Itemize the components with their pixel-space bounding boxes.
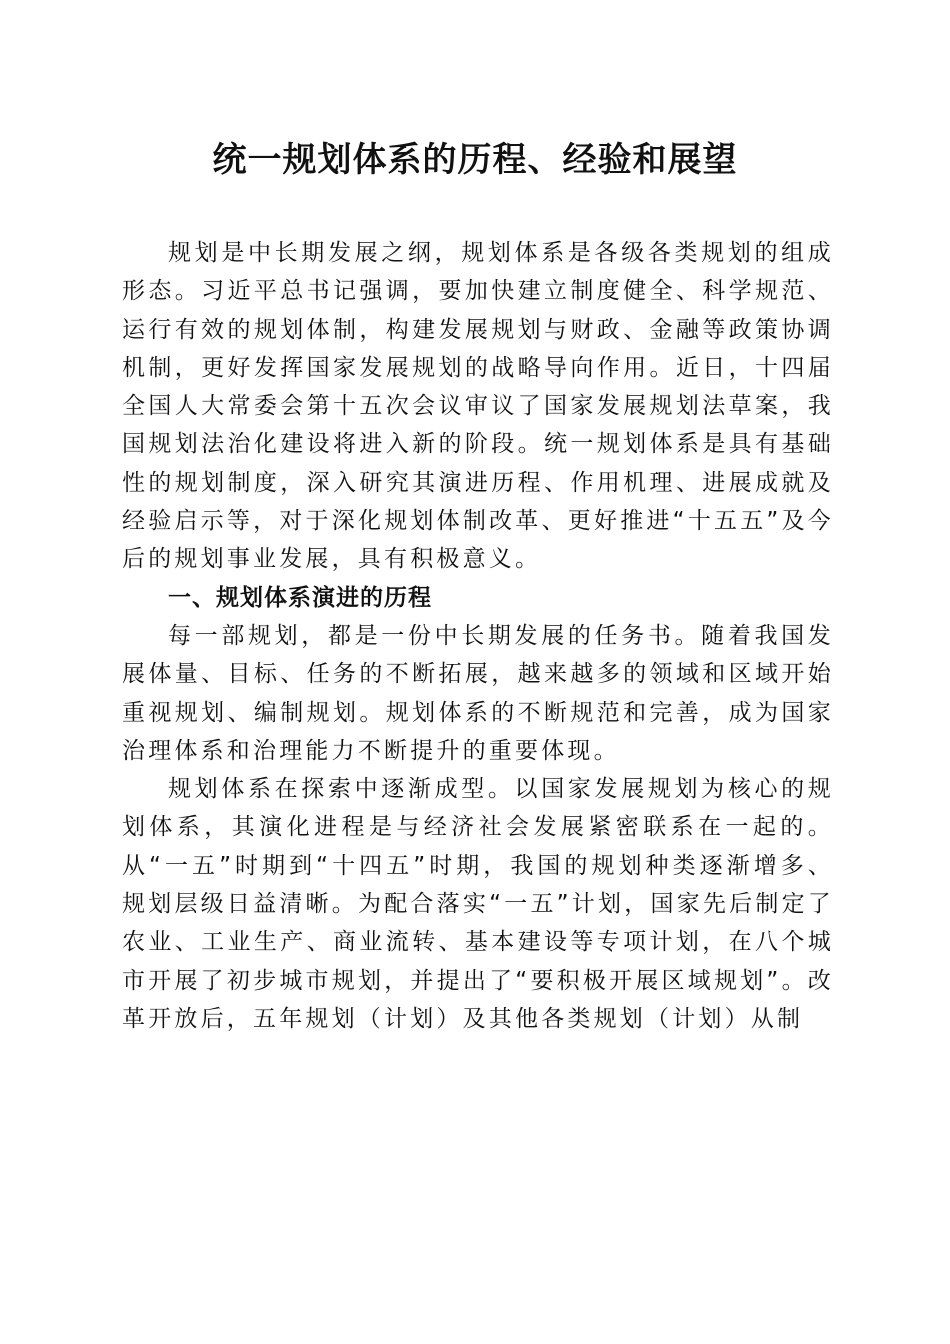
intro-paragraph: 规划是中长期发展之纲，规划体系是各级各类规划的组成形态。习近平总书记强调，要加快建立制度健全、科学规范、运行有效的规划体制，构建发展规划与财政、金融等政策协调机制，更好发挥国家发展规划的战略导向作用。近日，十四届全国人大常委会第十五次会议审议了国家发展规划法草案，我国规划法治化建设将进入新的阶段。统一规划体系是具有基础性的规划制度，深入研究其演进历程、作用机理、进展成就及经验启示等，对于深化规划体制改革、更好推进“十五五”及今后的规划事业发展，具有积极意义。 [122, 240, 834, 573]
document-title: 统一规划体系的历程、经验和展望 [212, 140, 738, 180]
section-heading: 一、规划体系演进的历程 [168, 584, 432, 611]
section-paragraph-2: 规划体系在探索中逐渐成型。以国家发展规划为核心的规划体系，其演化进程是与经济社会发展紧密联系在一起的。从“一五”时期到“十四五”时期，我国的规划种类逐渐增多、规划层级日益清晰。为配合落实“一五”计划，国家先后制定了农业、工业生产、商业流转、基本建设等专项计划，在八个城市开展了初步城市规划，并提出了“要积极开展区域规划”。改革开放后，五年规划（计划）及其他各类规划（计划）从制 [122, 776, 834, 1032]
document-body [122, 234, 834, 1038]
section-paragraph-1: 每一部规划，都是一份中长期发展的任务书。随着我国发展体量、目标、任务的不断拓展，越来越多的领域和区域开始重视规划、编制规划。规划体系的不断规范和完善，成为国家治理体系和治理能力不断提升的重要体现。 [122, 622, 834, 764]
